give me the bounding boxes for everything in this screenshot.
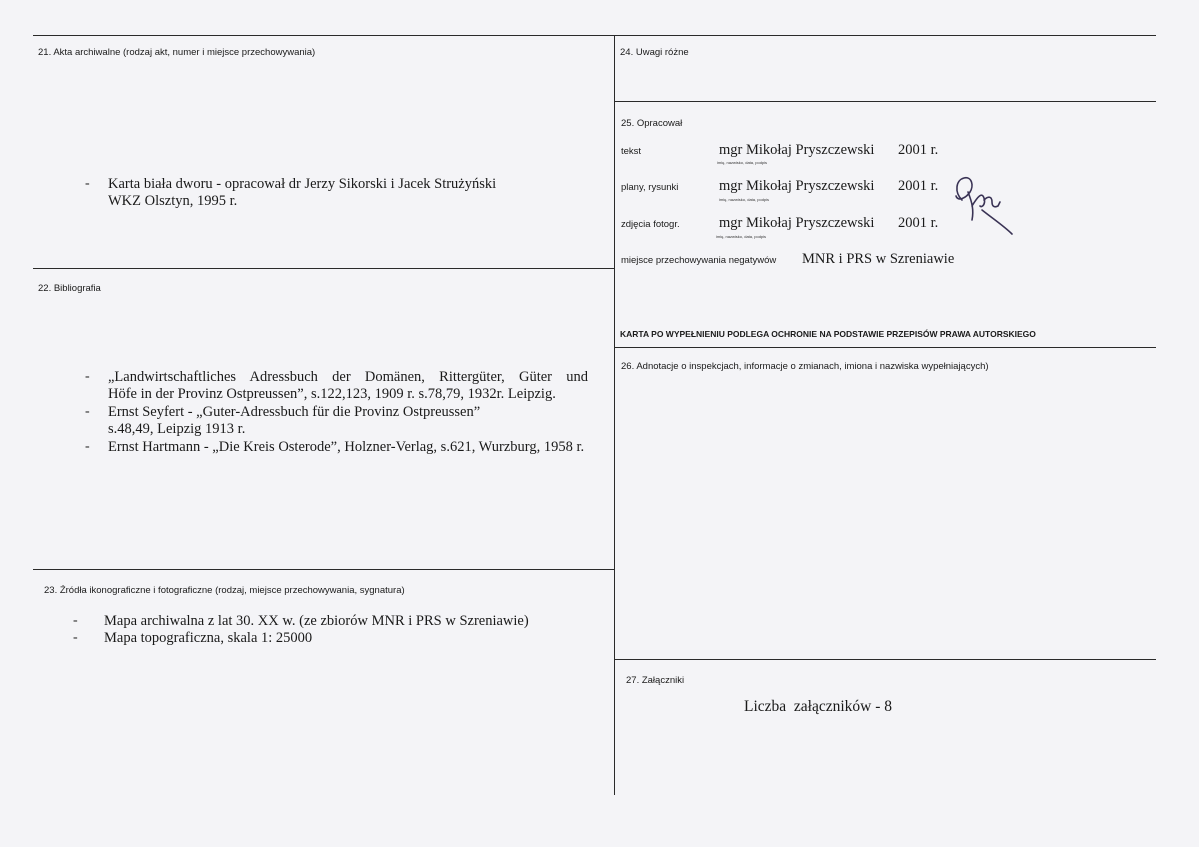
iconography-entry: Mapa archiwalna z lat 30. XX w. (ze zbiorów MNR i PRS w Szreniawie): [104, 613, 529, 629]
row-label-plans: plany, rysunki: [621, 182, 679, 193]
list-bullet: -: [73, 613, 78, 628]
negatives-location-value: MNR i PRS w Szreniawie: [802, 251, 955, 267]
section-21-heading: 21. Akta archiwalne (rodzaj akt, numer i miejsce przechowywania): [38, 47, 316, 58]
signature-mark: [948, 162, 1018, 242]
rule-left-21-22: [33, 268, 614, 269]
bibliography-entry-line: Höfe in der Provinz Ostpreussen”, s.122,123, 1909 r. s.78,79, 1932r. Leipzig.: [108, 386, 556, 402]
attachments-count: Liczba załączników - 8: [744, 698, 893, 715]
section-27-heading: 27. Załączniki: [626, 675, 685, 686]
copyright-notice: KARTA PO WYPEŁNIENIU PODLEGA OCHRONIE NA PODSTAWIE PRZEPISÓW PRAWA AUTORSKIEGO: [620, 329, 1036, 339]
bibliography-entry-line: „Landwirtschaftliches Adressbuch der Domänen, Rittergüter, Güter und: [108, 369, 588, 385]
negatives-location-label: miejsce przechowywania negatywów: [621, 255, 777, 266]
iconography-entry: Mapa topograficzna, skala 1: 25000: [104, 630, 313, 646]
field-caption: imię, nazwisko, data, podpis: [717, 160, 768, 165]
archive-entry-line: WKZ Olsztyn, 1995 r.: [108, 193, 238, 209]
list-bullet: -: [85, 404, 90, 419]
section-22-heading: 22. Bibliografia: [38, 283, 101, 294]
field-caption: imię, nazwisko, data, podpis: [716, 234, 767, 239]
list-bullet: -: [73, 630, 78, 645]
rule-right-25-26: [614, 347, 1156, 348]
bibliography-entry-line: s.48,49, Leipzig 1913 r.: [108, 421, 246, 437]
section-25-heading: 25. Opracował: [621, 118, 683, 129]
rule-right-24-25: [614, 101, 1156, 102]
top-rule: [33, 35, 1156, 36]
section-23-heading: 23. Źródła ikonograficzne i fotograficzne (rodzaj, miejsce przechowywania, sygnatura): [44, 585, 405, 596]
rule-left-22-23: [33, 569, 614, 570]
archive-entry-line: Karta biała dworu - opracował dr Jerzy Sikorski i Jacek Strużyński: [108, 176, 497, 192]
author-year: 2001 r.: [898, 142, 939, 158]
list-bullet: -: [85, 439, 90, 454]
field-caption: imię, nazwisko, data, podpis: [719, 197, 770, 202]
rule-right-26-27: [614, 659, 1156, 660]
author-year: 2001 r.: [898, 178, 939, 194]
author-year: 2001 r.: [898, 215, 939, 231]
list-bullet: -: [85, 176, 90, 191]
author-name: mgr Mikołaj Pryszczewski: [719, 215, 875, 231]
list-bullet: -: [85, 369, 90, 384]
author-name: mgr Mikołaj Pryszczewski: [719, 142, 875, 158]
row-label-photos: zdjęcia fotogr.: [621, 219, 680, 230]
author-name: mgr Mikołaj Pryszczewski: [719, 178, 875, 194]
bibliography-entry-line: Ernst Seyfert - „Guter-Adressbuch für die Provinz Ostpreussen”: [108, 404, 481, 420]
center-divider: [614, 35, 615, 795]
section-24-heading: 24. Uwagi różne: [620, 47, 689, 58]
section-26-heading: 26. Adnotacje o inspekcjach, informacje o zmianach, imiona i nazwiska wypełniających): [621, 361, 989, 372]
bibliography-entry-line: Ernst Hartmann - „Die Kreis Osterode”, Holzner-Verlag, s.621, Wurzburg, 1958 r.: [108, 439, 585, 455]
row-label-text: tekst: [621, 146, 642, 157]
